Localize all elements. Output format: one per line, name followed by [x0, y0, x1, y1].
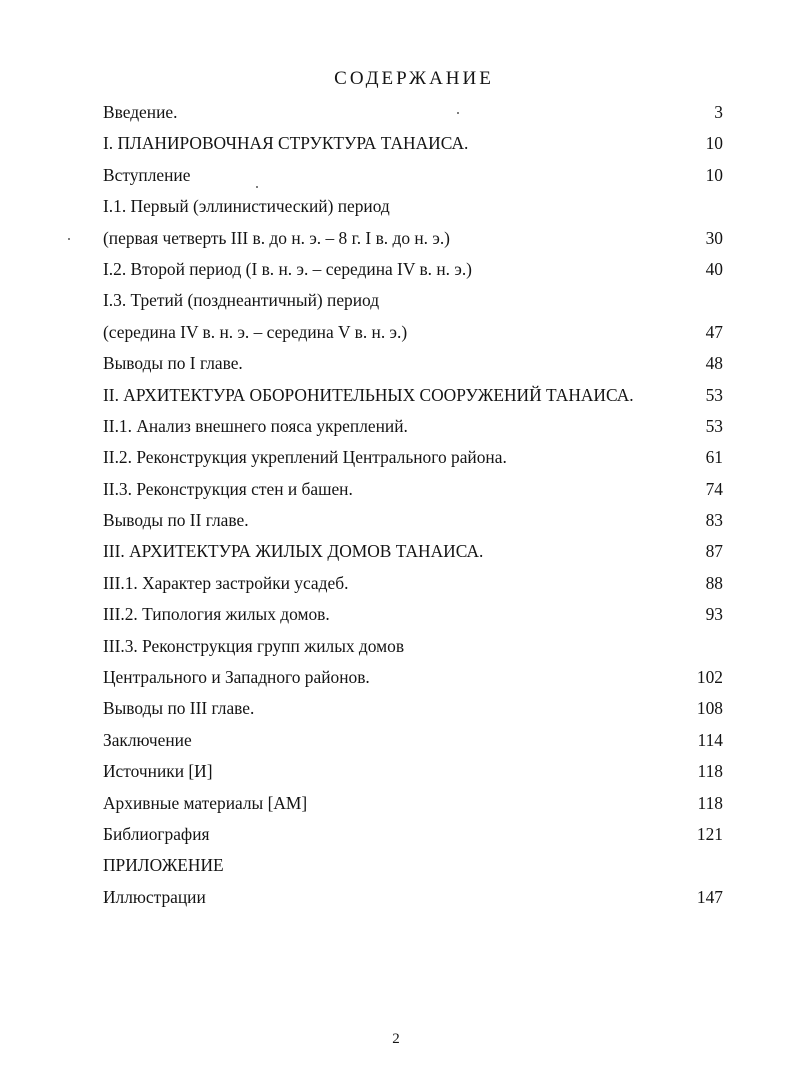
toc-entry-appendix [103, 850, 723, 881]
toc-entry-text: Введение. [103, 102, 178, 122]
toc-entry-page: 118 [697, 761, 723, 782]
toc-entry-text: II.1. Анализ внешнего пояса укреплений. [103, 415, 408, 436]
toc-entry-page: 102 [696, 667, 723, 688]
toc-entry-text: I.1. Первый (эллинистический) период [103, 196, 390, 217]
toc-entry-conclusions-2 [103, 505, 723, 536]
toc-entry-text: Выводы по I главе. [103, 353, 243, 374]
toc-entry-section-1-2 [103, 254, 723, 285]
toc-entry-conclusions-1 [103, 348, 723, 379]
toc-entry-page: 87 [705, 541, 723, 562]
toc-entry-text: I. ПЛАНИРОВОЧНАЯ СТРУКТУРА ТАНАИСА. [103, 133, 469, 154]
toc-entry-text: Заключение [103, 729, 192, 750]
toc-entry-page: 147 [696, 886, 723, 907]
toc-entry-text: Выводы по III главе. [103, 698, 255, 719]
toc-entry-text: (середина IV в. н. э. – середина V в. н. э.) [103, 321, 408, 342]
toc-entry-page: 88 [705, 572, 723, 593]
toc-entry-text: Выводы по II главе. [103, 510, 249, 531]
toc-entry-page: 3 [714, 102, 723, 122]
toc-entry-section-3-2 [103, 599, 723, 630]
scan-speck [457, 112, 459, 114]
toc-entry-text: III.1. Характер застройки усадеб. [103, 572, 349, 593]
toc-entry-chapter-2 [103, 380, 723, 411]
toc-entry-illustrations [103, 882, 723, 913]
toc-entry-text: ПРИЛОЖЕНИЕ [103, 855, 224, 876]
toc-entry-text: II. АРХИТЕКТУРА ОБОРОНИТЕЛЬНЫХ СООРУЖЕНИЙ ТАНАИСА. [103, 384, 634, 405]
toc-entry-section-1-3 [103, 285, 723, 316]
toc-entry-page: 108 [696, 698, 723, 719]
toc-entry-text: (первая четверть III в. до н. э. – 8 г. I в. до н. э.) [103, 227, 450, 248]
toc-entry-page: 40 [705, 258, 723, 279]
toc-entry-text: III.2. Типология жилых домов. [103, 604, 330, 625]
toc-entry-page: 114 [697, 729, 723, 750]
toc-entry-text: Центрального и Западного районов. [103, 667, 370, 688]
toc-entry-section-1-1 [103, 191, 723, 222]
toc-entry-section-1-1-continued [103, 223, 723, 254]
toc-entry-page: 53 [705, 384, 723, 405]
toc-entry-preface [103, 160, 723, 191]
toc-entry-page: 30 [705, 227, 723, 248]
scan-speck [256, 186, 258, 188]
toc-entry-introduction [103, 97, 723, 128]
toc-entry-text: Архивные материалы [АМ] [103, 792, 308, 813]
toc-entry-text: II.3. Реконструкция стен и башен. [103, 478, 353, 499]
toc-entry-section-2-1 [103, 411, 723, 442]
toc-entry-text: II.2. Реконструкция укреплений Центрального района. [103, 447, 507, 468]
toc-entry-text: III. АРХИТЕКТУРА ЖИЛЫХ ДОМОВ ТАНАИСА. [103, 541, 484, 562]
toc-entry-section-1-3-continued [103, 317, 723, 348]
toc-entry-page: 10 [705, 133, 723, 154]
table-of-contents [103, 97, 723, 913]
toc-entry-page: 83 [705, 510, 723, 531]
toc-entry-chapter-1 [103, 128, 723, 159]
toc-entry-page: 47 [705, 321, 723, 342]
toc-entry-bibliography [103, 819, 723, 850]
page-number: 2 [392, 1031, 400, 1047]
toc-entry-section-3-3-continued [103, 662, 723, 693]
toc-entry-section-3-1 [103, 568, 723, 599]
toc-entry-conclusion [103, 725, 723, 756]
toc-entry-page: 93 [705, 604, 723, 625]
toc-entry-page: 10 [705, 164, 723, 185]
toc-entry-text: III.3. Реконструкция групп жилых домов [103, 635, 405, 656]
toc-entry-text: Вступление [103, 164, 191, 185]
toc-entry-section-3-3 [103, 631, 723, 662]
toc-entry-page: 61 [705, 447, 723, 468]
toc-entry-page: 118 [697, 792, 723, 813]
scan-speck [68, 238, 70, 240]
toc-entry-conclusions-3 [103, 693, 723, 724]
toc-entry-page: 74 [705, 478, 723, 499]
toc-entry-archives [103, 788, 723, 819]
toc-entry-sources [103, 756, 723, 787]
toc-entry-text: I.2. Второй период (I в. н. э. – середина IV в. н. э.) [103, 258, 472, 279]
toc-entry-section-2-3 [103, 474, 723, 505]
toc-entry-text: Иллюстрации [103, 886, 206, 907]
toc-entry-page: 48 [705, 353, 723, 374]
toc-heading: СОДЕРЖАНИЕ [334, 68, 494, 89]
toc-entry-chapter-3 [103, 536, 723, 567]
toc-entry-page: 121 [696, 823, 723, 844]
toc-entry-text: I.3. Третий (позднеантичный) период [103, 290, 380, 311]
toc-entry-page: 53 [705, 415, 723, 436]
toc-entry-text: Библиография [103, 823, 210, 844]
toc-entry-section-2-2 [103, 442, 723, 473]
toc-entry-text: Источники [И] [103, 761, 213, 782]
